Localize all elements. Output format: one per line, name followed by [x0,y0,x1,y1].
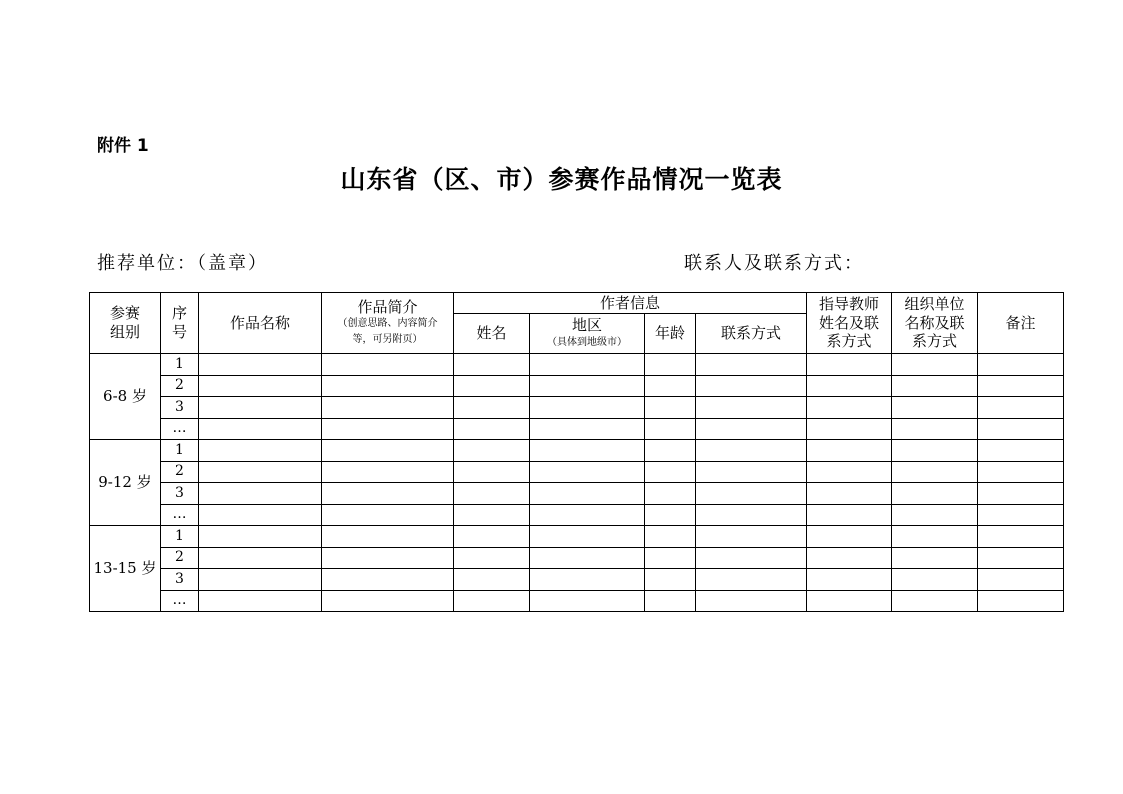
header-work-name: 作品名称 [199,293,322,354]
entries-table [89,292,1064,612]
cell-work-name[interactable] [199,547,322,569]
cell-name[interactable] [454,483,530,505]
cell-contact[interactable] [696,569,807,591]
cell-teacher[interactable] [807,440,892,462]
cell-region[interactable] [530,397,645,419]
cell-age[interactable] [645,397,696,419]
header-region-main: 地区 [571,316,602,335]
cell-remarks[interactable] [978,440,1064,462]
cell-contact[interactable] [696,418,807,440]
table-row [90,569,1064,591]
header-age: 年龄 [645,314,696,354]
cell-age[interactable] [645,483,696,505]
cell-intro[interactable] [322,547,454,569]
seq-cell: … [161,418,199,440]
cell-region[interactable] [530,418,645,440]
cell-work-name[interactable] [199,397,322,419]
cell-work-name[interactable] [199,483,322,505]
cell-teacher[interactable] [807,590,892,612]
cell-contact[interactable] [696,397,807,419]
cell-teacher[interactable] [807,547,892,569]
cell-intro[interactable] [322,440,454,462]
cell-work-name[interactable] [199,590,322,612]
cell-contact[interactable] [696,440,807,462]
cell-region[interactable] [530,354,645,376]
cell-region[interactable] [530,569,645,591]
header-seq-line2: 号 [171,323,187,341]
cell-org[interactable] [892,440,978,462]
header-org-line3: 系方式 [912,332,958,351]
cell-org[interactable] [892,418,978,440]
cell-age[interactable] [645,526,696,548]
attachment-label: 附件 1 [97,136,149,156]
table-body [90,354,1064,612]
cell-intro[interactable] [322,569,454,591]
seq-cell: 1 [161,526,199,548]
cell-org[interactable] [892,569,978,591]
cell-name[interactable] [454,354,530,376]
seq-cell: 1 [161,440,199,462]
cell-age[interactable] [645,418,696,440]
cell-intro[interactable] [322,504,454,526]
cell-age[interactable] [645,547,696,569]
group-label: 9-12 岁 [90,440,161,526]
cell-remarks[interactable] [978,354,1064,376]
cell-remarks[interactable] [978,483,1064,505]
header-intro [322,293,454,354]
cell-contact[interactable] [696,354,807,376]
cell-teacher[interactable] [807,418,892,440]
cell-org[interactable] [892,461,978,483]
cell-age[interactable] [645,504,696,526]
cell-contact[interactable] [696,461,807,483]
cell-remarks[interactable] [978,397,1064,419]
cell-name[interactable] [454,569,530,591]
cell-age[interactable] [645,354,696,376]
cell-org[interactable] [892,375,978,397]
cell-teacher[interactable] [807,526,892,548]
cell-name[interactable] [454,526,530,548]
cell-age[interactable] [645,375,696,397]
page-title: 山东省（区、市）参赛作品情况一览表 [340,165,783,194]
seq-cell: 3 [161,569,199,591]
cell-teacher[interactable] [807,397,892,419]
header-author-info: 作者信息 [454,293,807,314]
cell-contact[interactable] [696,526,807,548]
cell-teacher[interactable] [807,483,892,505]
cell-work-name[interactable] [199,354,322,376]
cell-teacher[interactable] [807,461,892,483]
header-org-line1: 组织单位 [904,294,965,313]
header-group [90,293,161,354]
cell-age[interactable] [645,569,696,591]
table-row [90,440,1064,462]
cell-contact[interactable] [696,375,807,397]
table-row [90,375,1064,397]
table-row [90,547,1064,569]
cell-region[interactable] [530,483,645,505]
cell-region[interactable] [530,461,645,483]
header-seq [161,293,199,354]
table-row [90,397,1064,419]
table-row [90,354,1064,376]
cell-intro[interactable] [322,526,454,548]
cell-age[interactable] [645,590,696,612]
seq-cell: 2 [161,461,199,483]
cell-remarks[interactable] [978,418,1064,440]
cell-name[interactable] [454,375,530,397]
cell-region[interactable] [530,375,645,397]
cell-org[interactable] [892,590,978,612]
cell-remarks[interactable] [978,569,1064,591]
cell-remarks[interactable] [978,375,1064,397]
cell-work-name[interactable] [199,375,322,397]
header-name: 姓名 [454,314,530,354]
cell-name[interactable] [454,590,530,612]
header-author-contact: 联系方式 [696,314,807,354]
cell-teacher[interactable] [807,375,892,397]
table-row [90,461,1064,483]
header-group-line1: 参赛 [109,304,140,323]
cell-teacher[interactable] [807,504,892,526]
cell-contact[interactable] [696,590,807,612]
header-org [892,293,978,354]
table-row [90,418,1064,440]
cell-remarks[interactable] [978,590,1064,612]
header-region-sub: （具体到地级市） [547,336,627,348]
cell-org[interactable] [892,547,978,569]
cell-teacher[interactable] [807,354,892,376]
cell-work-name[interactable] [199,504,322,526]
table-row [90,504,1064,526]
header-teacher-line3: 系方式 [826,332,872,351]
cell-work-name[interactable] [199,440,322,462]
header-group-line2: 组别 [109,323,140,341]
cell-work-name[interactable] [199,418,322,440]
seq-cell: 3 [161,483,199,505]
contact-label: 联系人及联系方式： [684,253,864,274]
cell-intro[interactable] [322,375,454,397]
cell-age[interactable] [645,440,696,462]
cell-name[interactable] [454,461,530,483]
header-teacher-line1: 指导教师 [819,294,880,313]
cell-intro[interactable] [322,397,454,419]
header-seq-line1: 序 [171,304,187,323]
cell-org[interactable] [892,483,978,505]
header-teacher-line2: 姓名及联 [819,313,880,332]
table-row [90,590,1064,612]
table-row [90,483,1064,505]
cell-name[interactable] [454,440,530,462]
cell-region[interactable] [530,547,645,569]
cell-work-name[interactable] [199,526,322,548]
cell-contact[interactable] [696,483,807,505]
recommender-label: 推荐单位：（盖章） [97,253,268,274]
header-intro-main: 作品简介 [357,297,418,316]
seq-cell: 1 [161,354,199,376]
cell-intro[interactable] [322,418,454,440]
cell-region[interactable] [530,440,645,462]
cell-intro[interactable] [322,354,454,376]
seq-cell: … [161,504,199,526]
header-intro-sub1: （创意思路、内容简介 [337,318,438,330]
group-label: 13-15 岁 [90,526,161,612]
table-row [90,526,1064,548]
cell-work-name[interactable] [199,569,322,591]
cell-org[interactable] [892,354,978,376]
cell-remarks[interactable] [978,547,1064,569]
cell-remarks[interactable] [978,526,1064,548]
cell-name[interactable] [454,397,530,419]
header-region [530,314,645,354]
cell-remarks[interactable] [978,504,1064,526]
cell-region[interactable] [530,590,645,612]
cell-region[interactable] [530,526,645,548]
cell-teacher[interactable] [807,569,892,591]
cell-name[interactable] [454,504,530,526]
header-remarks: 备注 [978,293,1064,354]
cell-org[interactable] [892,526,978,548]
header-org-line2: 名称及联 [904,313,965,332]
seq-cell: 2 [161,547,199,569]
header-teacher [807,293,892,354]
seq-cell: … [161,590,199,612]
cell-work-name[interactable] [199,461,322,483]
cell-age[interactable] [645,461,696,483]
cell-intro[interactable] [322,461,454,483]
group-label: 6-8 岁 [90,354,161,440]
cell-org[interactable] [892,504,978,526]
cell-name[interactable] [454,547,530,569]
cell-org[interactable] [892,397,978,419]
header-intro-sub2: 等，可另附页） [352,334,423,346]
cell-contact[interactable] [696,547,807,569]
seq-cell: 2 [161,375,199,397]
cell-intro[interactable] [322,590,454,612]
header-row-1 [90,293,1064,314]
cell-region[interactable] [530,504,645,526]
cell-remarks[interactable] [978,461,1064,483]
seq-cell: 3 [161,397,199,419]
cell-contact[interactable] [696,504,807,526]
cell-name[interactable] [454,418,530,440]
cell-intro[interactable] [322,483,454,505]
